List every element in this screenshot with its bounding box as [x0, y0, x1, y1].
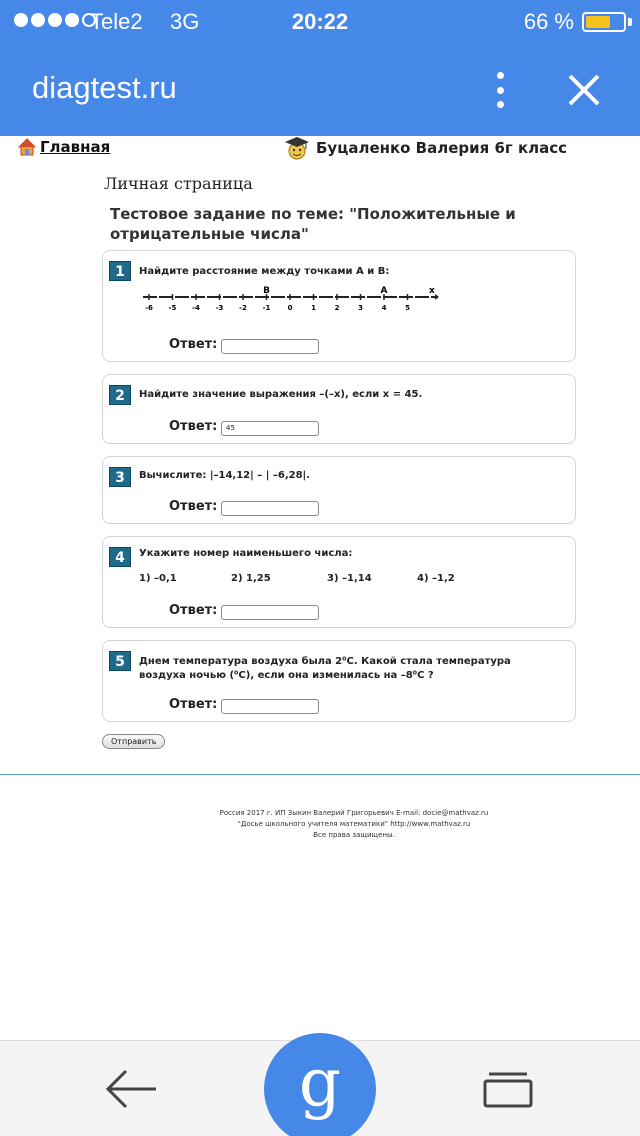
answer-input[interactable] — [221, 699, 319, 714]
option-2: 2) 1,25 — [231, 573, 271, 584]
number-line-tick-label: 1 — [311, 304, 316, 312]
user-name: Буцаленко Валерия 6г класс — [316, 139, 568, 157]
home-link-label[interactable]: Главная — [40, 138, 111, 156]
answer-label: Ответ: — [169, 499, 218, 514]
point-b-label: B — [263, 286, 270, 296]
close-icon[interactable] — [566, 72, 602, 108]
number-line-tick-label: -5 — [168, 304, 177, 312]
question-text: Укажите номер наименьшего числа: — [139, 548, 353, 559]
option-1: 1) –0,1 — [139, 573, 177, 584]
number-line-tick-label: -6 — [145, 304, 153, 312]
number-line-tick-label: -1 — [262, 304, 271, 312]
option-3: 3) –1,14 — [327, 573, 372, 584]
submit-button[interactable]: Отправить — [102, 734, 165, 749]
number-line-tick-label: -3 — [215, 304, 224, 312]
answer-input[interactable] — [221, 501, 319, 516]
answer-label: Ответ: — [169, 697, 218, 712]
answer-input[interactable] — [221, 605, 319, 620]
question-text: Найдите расстояние между точками А и В: — [139, 266, 390, 277]
question-card-3 — [102, 456, 576, 524]
google-search-button[interactable]: g — [264, 1033, 376, 1136]
number-line-tick-label: -4 — [192, 304, 200, 312]
carrier-name: Tele2 — [90, 9, 143, 34]
browser-header — [0, 0, 640, 136]
number-line-tick-label: -2 — [239, 304, 247, 312]
battery-fill — [586, 16, 610, 28]
answer-input[interactable]: 45 — [221, 421, 319, 436]
site-title[interactable]: diagtest.ru — [32, 70, 177, 105]
back-arrow-icon[interactable] — [104, 1069, 160, 1109]
number-line-tick-label: 4 — [381, 304, 387, 312]
footer-line: Все права защищены. — [313, 831, 395, 839]
point-a-label: A — [380, 286, 388, 296]
question-number: 1 — [109, 261, 131, 281]
answer-label: Ответ: — [169, 603, 218, 618]
answer-label: Ответ: — [169, 337, 218, 352]
test-title: Тестовое задание по теме: "Положительные и отрицательные числа" — [110, 205, 516, 243]
footer-line: Россия 2017 г. ИП Зыкин Валерий Григорьевич E-mail: docie@mathvaz.ru — [219, 809, 489, 817]
battery-percent: 66 % — [523, 9, 574, 34]
footer-line: "Досье школьного учителя математики" http://www.mathvaz.ru — [237, 820, 471, 828]
option-4: 4) –1,2 — [417, 573, 455, 584]
question-number: 3 — [109, 467, 131, 487]
network-type: 3G — [170, 9, 200, 34]
menu-dot — [497, 72, 504, 79]
question-card-5 — [102, 640, 576, 722]
axis-label: x — [429, 286, 435, 296]
answer-label: Ответ: — [169, 419, 218, 434]
graduate-icon — [284, 136, 310, 160]
more-menu-icon[interactable] — [486, 72, 514, 108]
number-line-arrow — [435, 294, 439, 300]
user-info — [284, 136, 567, 160]
house-icon — [18, 138, 36, 156]
footer-divider — [0, 774, 640, 775]
clock: 20:22 — [291, 9, 349, 34]
number-line — [139, 283, 439, 319]
footer — [0, 808, 640, 841]
question-text: Найдите значение выражения –(–x), если x = 45. — [139, 389, 423, 400]
question-number: 5 — [109, 651, 131, 671]
question-number: 2 — [109, 385, 131, 405]
bottom-navigation — [0, 1040, 640, 1136]
question-card-4 — [102, 536, 576, 628]
number-line-tick-label: 2 — [334, 304, 340, 312]
answer-input[interactable] — [221, 339, 319, 354]
question-text-line-1: Днем температура воздуха была 2⁰С. Какой стала температура — [139, 656, 511, 667]
tabs-icon[interactable] — [482, 1069, 534, 1109]
question-card-2 — [102, 374, 576, 444]
number-line-tick-label: 5 — [405, 304, 410, 312]
url-bar — [0, 44, 640, 136]
question-text-line-2: воздуха ночью (⁰С), если она изменилась на –8⁰С ? — [139, 670, 434, 681]
question-card-1 — [102, 250, 576, 362]
home-link[interactable] — [18, 138, 110, 156]
menu-dot — [497, 101, 504, 108]
battery-icon — [582, 12, 626, 32]
menu-dot — [497, 87, 504, 94]
number-line-tick-label: 3 — [358, 304, 363, 312]
question-number: 4 — [109, 547, 131, 567]
number-line-tick-label: 0 — [287, 304, 293, 312]
battery-nub — [628, 18, 632, 26]
status-bar — [0, 0, 640, 44]
question-text: Вычислите: |–14,12| – | –6,28|. — [139, 470, 311, 481]
personal-page-title: Личная страница — [104, 174, 253, 193]
